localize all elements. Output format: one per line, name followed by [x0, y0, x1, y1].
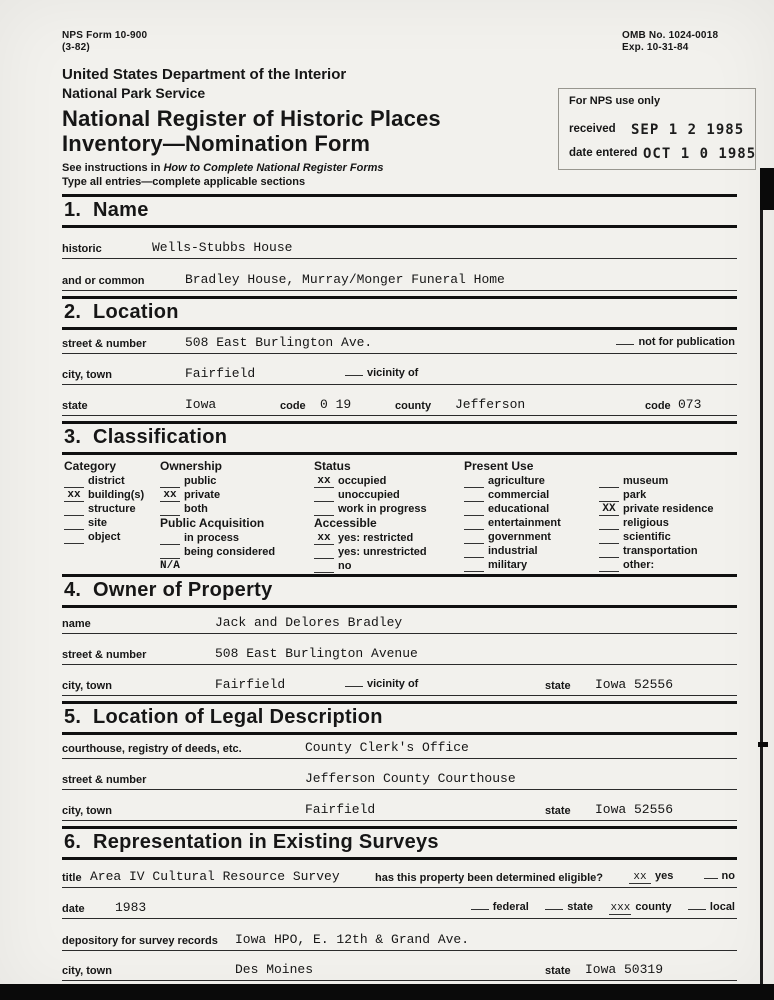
form-revision: (3-82) [62, 42, 90, 53]
option-mark-line [464, 489, 484, 502]
omb-number: OMB No. 1024-0018 [622, 30, 719, 41]
common-name-value: Bradley House, Murray/Monger Funeral Home [185, 272, 505, 287]
option-label: yes: restricted [338, 532, 414, 544]
classification-option [314, 502, 462, 516]
city-value: Fairfield [185, 366, 256, 381]
county-value: Jefferson [455, 397, 526, 412]
field-row-owner-name [62, 608, 737, 634]
classification-option [599, 488, 737, 502]
option-label: religious [623, 517, 669, 529]
field-row-survey-title [62, 860, 737, 888]
option-label: in process [184, 532, 240, 544]
field-row-historic [62, 228, 737, 259]
scan-artifact-right-edge-line [760, 210, 763, 984]
form-title-line1: National Register of Historic Places [62, 106, 441, 131]
code-value: 0 19 [320, 397, 352, 412]
section-6-heading [62, 826, 737, 860]
option-mark-line [464, 475, 484, 488]
field-row-city [62, 353, 737, 385]
classification-option [599, 558, 737, 572]
option-mark-line: xx [314, 475, 334, 488]
vicinity-label: vicinity of [367, 367, 419, 379]
classification-option [599, 474, 737, 488]
section-1-heading [62, 194, 737, 228]
option-label: district [88, 475, 125, 487]
field-row-owner-city [62, 664, 737, 696]
received-row [569, 117, 751, 138]
form-content [62, 0, 757, 1000]
courthouse-value: County Clerk's Office [305, 740, 469, 755]
legal-state-value: Iowa 52556 [595, 802, 674, 817]
eligible-yes-label: yes [655, 870, 674, 882]
option-mark-line [160, 475, 180, 488]
code-label: code [280, 400, 306, 412]
classification-option [64, 502, 156, 516]
option-mark-line [64, 475, 84, 488]
federal-blank-line [471, 898, 489, 910]
option-label: site [88, 517, 107, 529]
scan-artifact-right-tick [758, 742, 768, 747]
status-heading: Status [314, 459, 351, 473]
classification-option [160, 488, 310, 502]
option-mark-line [314, 560, 334, 573]
legal-state-label: state [545, 805, 571, 817]
scan-artifact-top-right [760, 168, 774, 210]
legal-city-value: Fairfield [305, 802, 376, 817]
state-label: state [567, 901, 593, 913]
option-label: both [184, 503, 208, 515]
owner-state-label: state [545, 680, 571, 692]
eligible-yes-mark-line: xx [629, 871, 651, 884]
option-label: private [184, 489, 221, 501]
classification-option [64, 516, 156, 530]
option-label: object [88, 531, 121, 543]
not-applicable-note: N/A [160, 560, 180, 572]
section-3-heading [62, 421, 737, 455]
option-mark-line [314, 546, 334, 559]
not-for-publication-group [616, 332, 735, 350]
option-label: structure [88, 503, 136, 515]
date-entered-label: date entered [569, 147, 638, 159]
form-number-block [62, 30, 147, 54]
county-mark-line: xxx [610, 902, 631, 914]
option-label: work in progress [338, 503, 427, 515]
present-use-spacer [599, 458, 737, 474]
nps-use-only-box [558, 88, 756, 170]
classification-option [464, 474, 596, 488]
date-entered-row [569, 141, 757, 162]
county-code-value: 073 [678, 397, 702, 412]
local-blank-line [688, 898, 706, 910]
classification-option [64, 488, 156, 502]
option-mark-line [314, 489, 334, 502]
public-acquisition-heading: Public Acquisition [160, 516, 265, 530]
date-entered-stamp: OCT 1 0 1985 [643, 146, 757, 162]
omb-expiration: Exp. 10-31-84 [622, 42, 689, 53]
present-use-heading: Present Use [464, 459, 534, 473]
option-label: scientific [623, 531, 671, 543]
ownership-column [160, 458, 310, 573]
status-column [314, 458, 462, 573]
not-for-publication-blank-line [616, 333, 634, 345]
option-mark-line [64, 517, 84, 530]
option-label: being considered [184, 546, 276, 558]
classification-option [599, 502, 737, 516]
owner-street-value: 508 East Burlington Avenue [215, 646, 418, 661]
option-mark-line: xx [64, 489, 84, 502]
survey-state-value: Iowa 50319 [585, 962, 664, 977]
section-3-title: 3. Classification [64, 426, 228, 448]
category-heading: Category [64, 459, 117, 473]
received-label: received [569, 123, 616, 135]
received-date-stamp: SEP 1 2 1985 [631, 122, 745, 138]
option-label: no [338, 560, 352, 572]
field-row-legal-city [62, 789, 737, 821]
owner-city-label: city, town [62, 680, 112, 692]
federal-label: federal [492, 901, 529, 913]
instructions-line1 [62, 162, 384, 174]
option-mark-line [464, 531, 484, 544]
eligible-question-label: has this property been determined eligible? [375, 872, 603, 884]
classification-option [64, 474, 156, 488]
option-mark-line [160, 503, 180, 516]
eligible-no-group [704, 866, 735, 884]
option-mark-line [599, 489, 619, 502]
option-mark-line [599, 531, 619, 544]
eligible-no-blank-line [704, 867, 718, 879]
field-row-street [62, 330, 737, 354]
accessible-heading: Accessible [314, 516, 377, 530]
option-mark-line: xx [314, 532, 334, 545]
historic-label: historic [62, 243, 102, 255]
eligible-yes-group [629, 866, 673, 884]
option-mark-line [599, 559, 619, 572]
vicinity-blank-line [345, 364, 363, 376]
classification-option [64, 530, 156, 544]
classification-option [464, 558, 596, 572]
field-row-owner-street [62, 633, 737, 665]
state-value: Iowa [185, 397, 217, 412]
option-label: educational [488, 503, 550, 515]
option-label: unoccupied [338, 489, 400, 501]
owner-vicinity-group [345, 674, 418, 692]
owner-vicinity-label: vicinity of [367, 678, 419, 690]
section-2-title: 2. Location [64, 301, 179, 323]
owner-vicinity-blank-line [345, 675, 363, 687]
category-column [64, 458, 156, 544]
option-mark-line [160, 532, 180, 545]
classification-option [160, 531, 310, 545]
option-mark-line [464, 559, 484, 572]
vicinity-group [345, 363, 418, 381]
form-number: NPS Form 10-900 [62, 30, 148, 41]
courthouse-label: courthouse, registry of deeds, etc. [62, 743, 242, 755]
owner-name-value: Jack and Delores Bradley [215, 615, 403, 630]
option-label: military [488, 559, 528, 571]
agency-title: National Park Service [62, 85, 206, 101]
street-label: street & number [62, 338, 147, 350]
ownership-heading: Ownership [160, 459, 223, 473]
classification-option [314, 545, 462, 559]
present-use-column-a [464, 458, 596, 572]
classification-option [160, 502, 310, 516]
option-label: industrial [488, 545, 538, 557]
option-label: park [623, 489, 647, 501]
option-mark-line [464, 545, 484, 558]
section-1-title: 1. Name [64, 199, 149, 221]
owner-city-value: Fairfield [215, 677, 286, 692]
field-row-courthouse [62, 735, 737, 759]
scan-artifact-bottom-bar [0, 984, 774, 1000]
option-label: museum [623, 475, 669, 487]
classification-option [314, 531, 462, 545]
option-mark-line [314, 503, 334, 516]
nps-box-heading: For NPS use only [569, 95, 661, 107]
instructions-manual-title: How to Complete National Register Forms [163, 162, 384, 174]
field-row-depository [62, 918, 737, 951]
local-label: local [709, 901, 735, 913]
depository-label: depository for survey records [62, 935, 218, 947]
classification-option [314, 559, 462, 573]
legal-street-label: street & number [62, 774, 147, 786]
section-5-title: 5. Location of Legal Description [64, 706, 383, 728]
field-row-state [62, 384, 737, 416]
legal-city-label: city, town [62, 805, 112, 817]
street-value: 508 East Burlington Ave. [185, 335, 373, 350]
option-label: occupied [338, 475, 387, 487]
owner-name-label: name [62, 618, 91, 630]
option-label: building(s) [88, 489, 145, 501]
classification-option [160, 545, 310, 559]
instructions-line2: Type all entries—complete applicable sections [62, 176, 306, 188]
classification-option [599, 516, 737, 530]
section-4-heading [62, 574, 737, 608]
classification-option [599, 544, 737, 558]
option-label: private residence [623, 503, 714, 515]
classification-option [314, 488, 462, 502]
option-label: commercial [488, 489, 550, 501]
omb-block [622, 30, 718, 54]
option-mark-line: XX [599, 503, 619, 516]
owner-street-label: street & number [62, 649, 147, 661]
city-label: city, town [62, 369, 112, 381]
option-mark-line [464, 503, 484, 516]
survey-state-label: state [545, 965, 571, 977]
field-row-legal-street [62, 758, 737, 790]
option-label: entertainment [488, 517, 561, 529]
owner-state-value: Iowa 52556 [595, 677, 674, 692]
section-5-heading [62, 701, 737, 735]
survey-city-value: Des Moines [235, 962, 314, 977]
survey-level-group [471, 897, 735, 915]
survey-title-label: title [62, 872, 82, 884]
county-code-label: code [645, 400, 671, 412]
section-4-title: 4. Owner of Property [64, 579, 273, 601]
section-6-title: 6. Representation in Existing Surveys [64, 831, 439, 853]
classification-grid [62, 458, 737, 578]
classification-option [464, 502, 596, 516]
option-mark-line [599, 475, 619, 488]
survey-date-label: date [62, 903, 85, 915]
survey-title-value: Area IV Cultural Resource Survey [90, 869, 340, 884]
option-label: transportation [623, 545, 698, 557]
historic-value: Wells-Stubbs House [152, 240, 293, 255]
department-title: United States Department of the Interior [62, 66, 347, 83]
section-2-heading [62, 296, 737, 330]
instructions-prefix: See instructions in [62, 162, 164, 174]
classification-option [464, 544, 596, 558]
option-label: other: [623, 559, 655, 571]
common-name-label: and or common [62, 275, 145, 287]
county-label: county [395, 400, 432, 412]
classification-option [160, 474, 310, 488]
present-use-column-b [599, 458, 737, 572]
option-mark-line [64, 503, 84, 516]
field-row-common-name [62, 258, 737, 291]
field-row-survey-date [62, 887, 737, 919]
depository-value: Iowa HPO, E. 12th & Grand Ave. [235, 932, 470, 947]
survey-date-value: 1983 [115, 900, 147, 915]
option-label: public [184, 475, 217, 487]
option-label: yes: unrestricted [338, 546, 427, 558]
state-blank-line [545, 898, 563, 910]
legal-street-value: Jefferson County Courthouse [305, 771, 516, 786]
option-mark-line [160, 546, 180, 559]
option-label: agriculture [488, 475, 545, 487]
option-mark-line [64, 531, 84, 544]
classification-option [599, 530, 737, 544]
form-title-line2: Inventory—Nomination Form [62, 131, 371, 156]
option-mark-line [464, 517, 484, 530]
county-level-label: county [635, 901, 672, 913]
option-mark-line [599, 545, 619, 558]
field-row-survey-city [62, 950, 737, 981]
classification-option [464, 530, 596, 544]
classification-option [464, 488, 596, 502]
survey-city-label: city, town [62, 965, 112, 977]
option-label: government [488, 531, 551, 543]
classification-option [314, 474, 462, 488]
option-mark-line: xx [160, 489, 180, 502]
option-mark-line [599, 517, 619, 530]
classification-option [464, 516, 596, 530]
eligible-no-label: no [721, 870, 735, 882]
not-for-publication-label: not for publication [638, 336, 735, 348]
state-label: state [62, 400, 88, 412]
